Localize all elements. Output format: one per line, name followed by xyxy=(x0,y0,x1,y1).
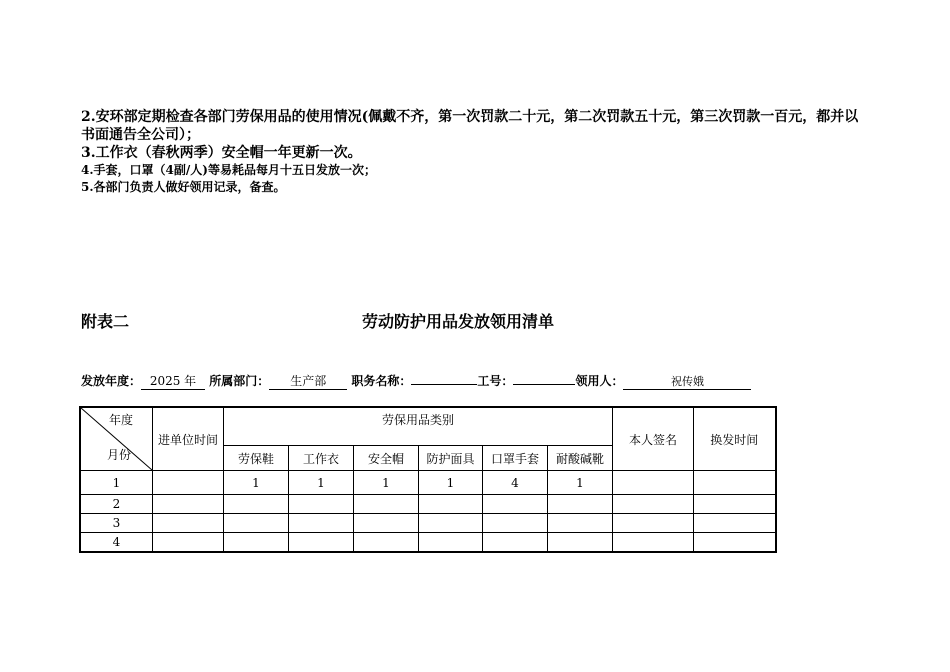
qty-cell: 1 xyxy=(224,471,289,495)
id-value xyxy=(513,384,575,385)
category-col-header: 口罩手套 xyxy=(483,446,548,471)
form-title: 劳动防护用品发放领用清单 xyxy=(362,312,555,331)
corner-month-label: 月份 xyxy=(107,448,132,462)
corner-diagonal-cell xyxy=(80,407,153,471)
corner-year-label: 年度 xyxy=(109,413,134,427)
qty-cell xyxy=(354,495,419,514)
issue-record-table xyxy=(79,406,777,553)
qty-cell xyxy=(289,514,354,533)
qty-cell xyxy=(548,533,613,552)
qty-cell xyxy=(354,514,419,533)
note-item-5: 5.各部门负责人做好领用记录，备查。 xyxy=(81,180,286,194)
id-label: 工号： xyxy=(477,374,514,388)
qty-cell xyxy=(419,514,483,533)
signature-cell xyxy=(613,514,694,533)
recipient-value: 祝传娥 xyxy=(623,374,751,390)
recipient-label: 领用人： xyxy=(575,374,624,388)
qty-cell: 1 xyxy=(289,471,354,495)
signature-cell xyxy=(613,495,694,514)
table-row xyxy=(80,514,776,533)
note-item-4: 4.手套，口罩（4副/人)等易耗品每月十五日发放一次； xyxy=(81,163,376,177)
qty-cell xyxy=(483,514,548,533)
info-line xyxy=(81,372,751,390)
qty-cell: 1 xyxy=(354,471,419,495)
entry-cell xyxy=(153,471,224,495)
rules-notes xyxy=(81,108,871,196)
qty-cell xyxy=(354,533,419,552)
position-value xyxy=(411,384,477,385)
category-col-header: 工作衣 xyxy=(289,446,354,471)
qty-cell: 1 xyxy=(548,471,613,495)
entry-time-header: 进单位时间 xyxy=(153,407,224,471)
qty-cell xyxy=(224,514,289,533)
month-cell: 1 xyxy=(80,471,153,495)
qty-cell xyxy=(548,514,613,533)
qty-cell: 4 xyxy=(483,471,548,495)
appendix-label: 附表二 xyxy=(81,312,130,331)
dept-label: 所属部门： xyxy=(209,374,270,388)
category-header: 劳保用品类别 xyxy=(224,407,613,446)
category-col-header: 劳保鞋 xyxy=(224,446,289,471)
dept-value: 生产部 xyxy=(269,374,347,390)
entry-cell xyxy=(153,495,224,514)
replace-cell xyxy=(694,533,776,552)
replace-cell xyxy=(694,471,776,495)
qty-cell xyxy=(289,533,354,552)
qty-cell xyxy=(419,495,483,514)
qty-cell: 1 xyxy=(419,471,483,495)
qty-cell xyxy=(483,533,548,552)
qty-cell xyxy=(224,533,289,552)
qty-cell xyxy=(224,495,289,514)
signature-header: 本人签名 xyxy=(613,407,694,471)
year-label: 发放年度： xyxy=(81,374,142,388)
position-label: 职务名称： xyxy=(351,374,412,388)
qty-cell xyxy=(548,495,613,514)
category-col-header: 防护面具 xyxy=(419,446,483,471)
replace-cell xyxy=(694,514,776,533)
month-cell: 3 xyxy=(80,514,153,533)
replace-cell xyxy=(694,495,776,514)
table-row xyxy=(80,533,776,552)
month-cell: 4 xyxy=(80,533,153,552)
qty-cell xyxy=(289,495,354,514)
year-value: 2025 年 xyxy=(141,374,205,390)
replace-time-header: 换发时间 xyxy=(694,407,776,471)
category-col-header: 耐酸碱靴 xyxy=(548,446,613,471)
table-row xyxy=(80,471,776,495)
qty-cell xyxy=(419,533,483,552)
qty-cell xyxy=(483,495,548,514)
note-item-2: 2.安环部定期检查各部门劳保用品的使用情况(佩戴不齐，第一次罚款二十元，第二次罚款五十元，第三次罚款一百元，都并以书面通告全公司）； xyxy=(81,109,859,143)
signature-cell xyxy=(613,471,694,495)
category-col-header: 安全帽 xyxy=(354,446,419,471)
table-row xyxy=(80,495,776,514)
month-cell: 2 xyxy=(80,495,153,514)
note-item-3: 3.工作衣（春秋两季）安全帽一年更新一次。 xyxy=(81,145,362,161)
signature-cell xyxy=(613,533,694,552)
entry-cell xyxy=(153,533,224,552)
entry-cell xyxy=(153,514,224,533)
